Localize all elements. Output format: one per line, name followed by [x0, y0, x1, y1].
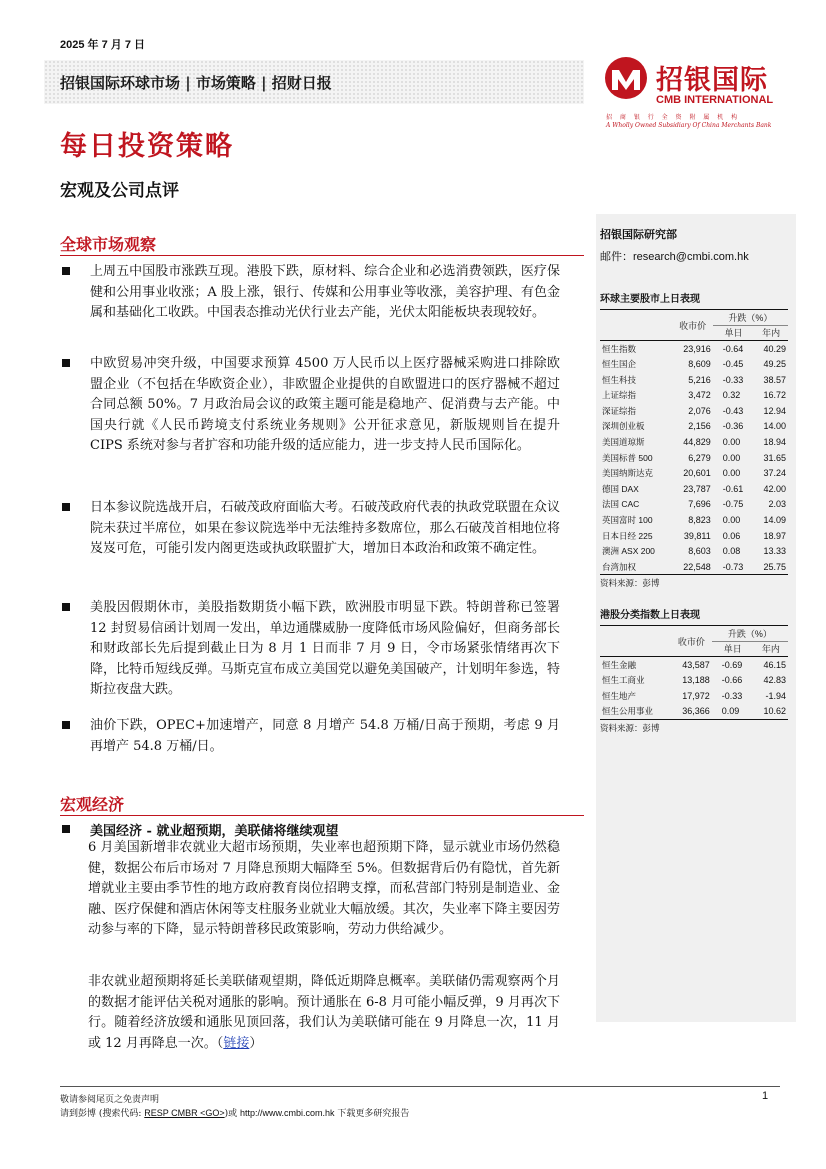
- macro-paragraph-1: 6 月美国新增非农就业大超市场预期，失业率也超预期下降，显示就业市场仍然稳健，数据公布后市场对 7 月降息预期大幅降至 5%。但数据背后仍有隐忧，首先新增就业主要由季节性的地方政府教育岗位招聘支撑，而私营部门特别是制造业、金融、医疗保健和酒店休闲等支柱服务业就业大幅放缓。其次，失业率下降主要因劳动参与率的下降，显示特朗普移民政策影响，劳动力供给减少。: [88, 840, 560, 938]
- cell-day: 0.00: [722, 515, 741, 526]
- cell-price: 2,156: [688, 421, 711, 432]
- cell-price: 44,829: [683, 437, 711, 448]
- macro-paragraph-2-text: 非农就业超预期将延长美联储观望期，降低近期降息概率。美联储仍需观察两个月的数据才能评估关税对通胀的影响。预计通胀在 6-8 月可能小幅反弹，9 月再次下行。随着经济放缓和通胀见顶回落，我们认为美联储可能在 9 月降息一次，11 月或 12 月再降息一次。（: [88, 974, 560, 1051]
- cell-ytd: 14.00: [763, 421, 786, 432]
- col-name: [600, 626, 671, 657]
- cell-price: 43,587: [682, 659, 710, 670]
- source-link[interactable]: 链接: [223, 1035, 250, 1051]
- global-markets-table-block: [600, 290, 788, 589]
- bullet-square-icon: [62, 267, 70, 275]
- table-row: [600, 356, 788, 372]
- table-row: [600, 465, 788, 481]
- table-source: 资料来源：彭博: [600, 579, 660, 590]
- global-markets-table: [600, 309, 788, 575]
- cell-day: 0.00: [722, 437, 741, 448]
- cell-price: 2,076: [688, 405, 711, 416]
- page-title: 每日投资策略: [60, 131, 234, 162]
- research-dept: 招银国际研究部: [600, 228, 677, 241]
- bullet-text: 日本参议院选战开启，石破茂政府面临大考。石破茂政府代表的执政党联盟在众议院未获过半席位，如果在参议院选举中无法维持多数席位，那么石破茂首相地位将岌岌可危，可能引发内阁更迭或执政联盟扩大，增加日本政治和政策不确定性。: [90, 500, 560, 557]
- bullet-square-icon: [62, 359, 70, 367]
- col-ytd: 年内: [754, 641, 788, 657]
- hk-sector-table: [600, 625, 788, 720]
- col-price: 收市价: [673, 310, 713, 341]
- cell-price: 20,601: [683, 468, 711, 479]
- bullet-item: [60, 598, 560, 701]
- cell-name: 深证综指: [602, 405, 637, 416]
- cell-price: 23,916: [683, 343, 711, 354]
- cell-price: 17,972: [682, 690, 710, 701]
- cell-name: 美国道琼斯: [602, 437, 645, 448]
- cmbi-logo: [600, 54, 800, 134]
- table-row: [600, 341, 788, 357]
- header-title: 招银国际环球市场 | 市场策略 | 招财日报: [60, 74, 332, 92]
- cell-day: -0.33: [721, 690, 743, 701]
- cell-ytd: 37.24: [763, 468, 786, 479]
- hk-sector-table-block: [600, 606, 788, 734]
- cell-ytd: 10.62: [763, 706, 786, 717]
- table-row: [600, 559, 788, 575]
- bullet-text: 上周五中国股市涨跌互现。港股下跌，原材料、综合企业和必选消费领跌，医疗保健和公用事业收涨；A 股上涨，银行、传媒和公用事业等收涨，美容护理、有色金属和基础化工收跌。中国表态推动光伏行业去产能，光伏太阳能板块表现较好。: [90, 264, 560, 321]
- cell-day: 0.09: [721, 706, 740, 717]
- cell-price: 3,472: [688, 390, 711, 401]
- cell-day: -0.33: [722, 374, 744, 385]
- bullet-square-icon: [62, 825, 70, 833]
- cell-day: -0.61: [722, 483, 744, 494]
- col-change: 升跌（%）: [712, 626, 788, 642]
- bullet-text: 油价下跌，OPEC+加速增产，同意 8 月增产 54.8 万桶/日高于预期，考虑 9 月再增产 54.8 万桶/日。: [90, 718, 560, 754]
- logo-en-text: CMB INTERNATIONAL: [656, 94, 774, 106]
- table-row: [600, 481, 788, 497]
- footer-divider: [60, 1086, 780, 1087]
- table-body: [600, 657, 788, 719]
- cell-day: -0.43: [722, 405, 744, 416]
- cell-ytd: 42.00: [763, 483, 786, 494]
- bloomberg-code: RESP CMBR <GO>: [144, 1108, 225, 1118]
- cell-day: 0.32: [722, 390, 741, 401]
- table-title: 环球主要股市上日表现: [600, 294, 700, 305]
- cell-name: 恒生指数: [602, 343, 637, 354]
- bullet-item: [60, 716, 560, 757]
- cell-day: -0.36: [722, 421, 744, 432]
- cell-price: 5,216: [688, 374, 711, 385]
- col-price: 收市价: [671, 626, 712, 657]
- cell-ytd: -1.94: [765, 690, 786, 701]
- bullet-text: 中欧贸易冲突升级，中国要求预算 4500 万人民币以上医疗器械采购进口排除欧盟企业（不包括在华欧资企业），非欧盟企业提供的自欧盟进口的医疗器械不超过合同总额 50%。7 月政治局会议的政策主题可能是稳地产、促消费与去产能。中国央行就《人民币跨境支付系统业务规则》公开征求意见，新版规则旨在提升 CIPS 系统对参与者扩容和功能升级的适应能力，进一步支持人民币国际化。: [90, 356, 560, 454]
- logo-cn-text: 招银国际: [656, 65, 768, 96]
- bullet-square-icon: [62, 721, 70, 729]
- cell-ytd: 25.75: [763, 561, 786, 572]
- section-divider: [60, 255, 584, 256]
- cell-day: 0.06: [722, 530, 741, 541]
- cell-ytd: 18.94: [763, 437, 786, 448]
- footer-pre: 请到彭博 (搜索代码:: [60, 1109, 145, 1119]
- cell-ytd: 42.83: [763, 675, 786, 686]
- macro-paragraph-2-end: ）: [249, 1035, 263, 1051]
- col-name: [600, 310, 673, 341]
- cell-name: 恒生科技: [602, 374, 637, 385]
- cell-name: 澳洲 ASX 200: [602, 546, 655, 557]
- cell-name: 法国 CAC: [602, 499, 640, 510]
- table-row: [600, 688, 788, 704]
- email-line: [600, 248, 788, 264]
- macro-subhead-text: 美国经济 - 就业超预期，美联储将继续观望: [90, 824, 339, 839]
- cell-name: 恒生工商业: [602, 675, 645, 686]
- logo-tagline-en: A Wholly Owned Subsidiary Of China Merchants Bank: [606, 122, 772, 129]
- cell-name: 恒生地产: [602, 690, 637, 701]
- cell-ytd: 40.29: [763, 343, 786, 354]
- table-source: 资料来源：彭博: [600, 723, 660, 734]
- cell-price: 36,366: [682, 706, 710, 717]
- bullet-square-icon: [62, 503, 70, 511]
- cell-ytd: 14.09: [763, 515, 786, 526]
- website-link[interactable]: http://www.cmbi.com.hk: [240, 1108, 335, 1118]
- cell-ytd: 16.72: [763, 390, 786, 401]
- bullet-item: [60, 262, 560, 324]
- cell-ytd: 13.33: [763, 546, 786, 557]
- cell-price: 23,787: [683, 483, 711, 494]
- cell-ytd: 2.03: [768, 499, 786, 510]
- cell-price: 6,279: [688, 452, 711, 463]
- table-body: [600, 341, 788, 575]
- table-row: [600, 657, 788, 673]
- footer-bloomberg-line: [60, 1106, 409, 1119]
- macro-paragraph-2: [88, 972, 560, 1054]
- page-number: 1: [762, 1090, 769, 1102]
- bullet-square-icon: [62, 603, 70, 611]
- table-row: [600, 528, 788, 544]
- cell-ytd: 49.25: [763, 359, 786, 370]
- footer-disclaimer[interactable]: 敬请参阅尾页之免责声明: [60, 1095, 160, 1105]
- cell-day: 0.00: [722, 468, 741, 479]
- cell-price: 8,823: [688, 515, 711, 526]
- section-title-macro: 宏观经济: [60, 795, 125, 814]
- table-row: [600, 543, 788, 559]
- cell-name: 德国 DAX: [602, 483, 639, 494]
- bullet-item: [60, 354, 560, 457]
- table-row: [600, 703, 788, 719]
- cell-name: 深圳创业板: [602, 421, 645, 432]
- cell-price: 8,609: [688, 359, 711, 370]
- cell-day: -0.69: [721, 659, 743, 670]
- footer-mid: )或: [224, 1109, 240, 1119]
- cell-ytd: 38.57: [763, 374, 786, 385]
- cell-day: 0.08: [722, 546, 741, 557]
- cell-day: -0.64: [722, 343, 744, 354]
- cell-day: -0.66: [721, 675, 743, 686]
- table-row: [600, 497, 788, 513]
- table-row: [600, 372, 788, 388]
- cell-price: 39,811: [683, 530, 711, 541]
- cell-name: 美国标普 500: [602, 452, 653, 463]
- table-row: [600, 387, 788, 403]
- cell-day: -0.75: [722, 499, 744, 510]
- cell-name: 美国纳斯达克: [602, 468, 654, 479]
- bullet-item: [60, 498, 560, 560]
- logo-tagline: 招 商 银 行 全 资 附 属 机 构: [606, 114, 741, 121]
- table-row: [600, 450, 788, 466]
- cell-name: 日本日经 225: [602, 530, 653, 541]
- email-label: 邮件：: [600, 250, 633, 263]
- cell-price: 22,548: [683, 561, 711, 572]
- footer-post: 下载更多研究报告: [334, 1109, 410, 1119]
- col-day: 单日: [712, 641, 754, 657]
- cell-name: 上证综指: [602, 390, 637, 401]
- cell-price: 8,603: [688, 546, 711, 557]
- table-row: [600, 419, 788, 435]
- cell-day: 0.00: [722, 452, 741, 463]
- col-ytd: 年内: [754, 325, 788, 341]
- report-date: 2025 年 7 月 7 日: [60, 39, 145, 51]
- table-row: [600, 403, 788, 419]
- email-address[interactable]: research@cmbi.com.hk: [633, 251, 749, 263]
- cell-day: -0.45: [722, 359, 744, 370]
- cmbi-logo-icon: [604, 56, 648, 100]
- cell-name: 英国富时 100: [602, 515, 653, 526]
- table-row: [600, 434, 788, 450]
- cell-name: 恒生金融: [602, 659, 637, 670]
- cell-name: 恒生公用事业: [602, 706, 654, 717]
- cell-ytd: 18.97: [763, 530, 786, 541]
- cell-name: 恒生国企: [602, 359, 637, 370]
- cell-day: -0.73: [722, 561, 744, 572]
- page-subtitle: 宏观及公司点评: [60, 181, 179, 201]
- cell-price: 7,696: [688, 499, 711, 510]
- cell-ytd: 46.15: [763, 659, 786, 670]
- cell-name: 台湾加权: [602, 561, 637, 572]
- col-day: 单日: [713, 325, 754, 341]
- cell-ytd: 31.65: [763, 452, 786, 463]
- bullet-text: 美股因假期休市，美股指数期货小幅下跌，欧洲股市明显下跌。特朗普称已签署 12 封贸易信函计划周一发出，单边通牒威胁一度降低市场风险偏好，但商务部长和财政部长先后提到截止日为 8 月 1 日而非 7 月 9 日，令市场紧张情绪再次下降，比特币短线反弹。马斯克宣布成立美国党以避免美国破产，计划明年参选，特斯拉夜盘大跌。: [90, 600, 560, 698]
- table-title: 港股分类指数上日表现: [600, 610, 700, 621]
- col-change: 升跌（%）: [713, 310, 788, 326]
- table-row: [600, 672, 788, 688]
- section-title-global-markets: 全球市场观察: [60, 235, 157, 254]
- cell-ytd: 12.94: [763, 405, 786, 416]
- cell-price: 13,188: [682, 675, 710, 686]
- sidebar-contact: [600, 226, 788, 264]
- macro-subhead: [60, 820, 560, 839]
- table-row: [600, 512, 788, 528]
- section-divider: [60, 815, 584, 816]
